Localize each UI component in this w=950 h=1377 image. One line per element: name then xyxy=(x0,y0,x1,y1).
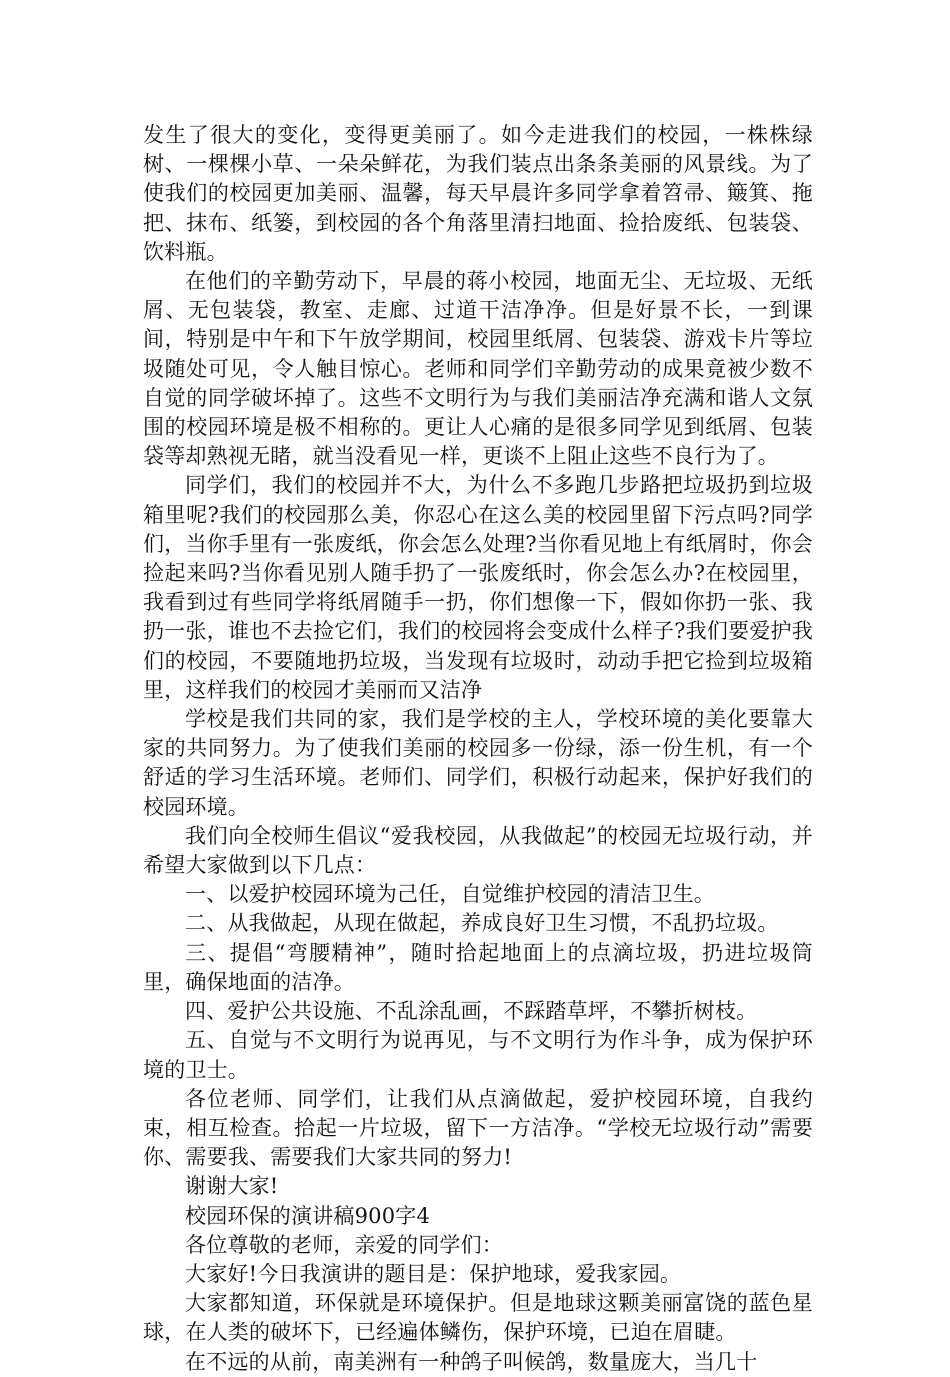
list-item-2: 二、从我做起，从现在做起，养成良好卫生习惯，不乱扔垃圾。 xyxy=(185,911,779,936)
list-item-3: 三、提倡“弯腰精神”，随时拾起地面上的点滴垃圾，扔进垃圾筒里，确保地面的洁净。 xyxy=(143,940,813,994)
paragraph-5: 我们向全校师生倡议“爱我校园，从我做起”的校园无垃圾行动，并希望大家做到以下几点： xyxy=(143,823,813,878)
greeting: 大家好!今日我演讲的题目是：保护地球，爱我家园。 xyxy=(185,1261,682,1286)
paragraph-1: 发生了很大的变化，变得更美丽了。如今走进我们的校园，一株株绿树、一棵棵小草、一朵朵鲜花，为我们装点出条条美丽的风景线。为了使我们的校园更加美丽、温馨，每天早晨许多同学拿着笤帚、簸箕、拖把、抹布、纸篓，到校园的各个角落里清扫地面、捡拾废纸、包装袋、饮料瓶。 xyxy=(143,123,813,264)
closing-thanks: 谢谢大家! xyxy=(185,1174,279,1199)
salutation: 各位尊敬的老师，亲爱的同学们： xyxy=(185,1232,503,1257)
document-body xyxy=(143,121,813,1377)
list-item-5: 五、自觉与不文明行为说再见，与不文明行为作斗争，成为保护环境的卫士。 xyxy=(143,1028,813,1082)
paragraph-3: 同学们，我们的校园并不大，为什么不多跑几步路把垃圾扔到垃圾箱里呢?我们的校园那么美，你忍心在这么美的校园里留下污点吗?同学们，当你手里有一张废纸，你会怎么处理?当你看见地上有纸屑时，你会捡起来吗?当你看见别人随手扔了一张废纸时，你会怎么办?在校园里，我看到过有些同学将纸屑随手一扔，你们想像一下，假如你扔一张、我扔一张，谁也不去捡它们，我们的校园将会变成什么样子?我们要爱护我们的校园，不要随地扔垃圾，当发现有垃圾时，动动手把它捡到垃圾箱里，这样我们的校园才美丽而又洁净 xyxy=(143,473,813,702)
paragraph-7: 大家都知道，环保就是环境保护。但是地球这颗美丽富饶的蓝色星球，在人类的破坏下，已经遍体鳞伤，保护环境，已迫在眉睫。 xyxy=(143,1291,813,1345)
paragraph-4: 学校是我们共同的家，我们是学校的主人，学校环境的美化要靠大家的共同努力。为了使我们美丽的校园多一份绿，添一份生机，有一个舒适的学习生活环境。老师们、同学们，积极行动起来，保护好我们的校园环境。 xyxy=(143,707,813,819)
list-item-1: 一、以爱护校园环境为己任，自觉维护校园的清洁卫生。 xyxy=(185,882,715,907)
section-heading: 校园环保的演讲稿900字4 xyxy=(185,1203,431,1228)
paragraph-8: 在不远的从前，南美洲有一种鸽子叫候鸽，数量庞大，当几十 xyxy=(185,1349,758,1374)
list-item-4: 四、爱护公共设施、不乱涂乱画，不踩踏草坪，不攀折树枝。 xyxy=(185,999,758,1024)
paragraph-2: 在他们的辛勤劳动下，早晨的蒋小校园，地面无尘、无垃圾、无纸屑、无包装袋，教室、走廊、过道干洁净净。但是好景不长，一到课间，特别是中午和下午放学期间，校园里纸屑、包装袋、游戏卡片等垃圾随处可见，令人触目惊心。老师和同学们辛勤劳动的成果竟被少数不自觉的同学破坏掉了。这些不文明行为与我们美丽洁净充满和谐人文氛围的校园环境是极不相称的。更让人心痛的是很多同学见到纸屑、包装袋等却熟视无睹，就当没看见一样，更谈不上阻止这些不良行为了。 xyxy=(143,269,813,469)
paragraph-6: 各位老师、同学们，让我们从点滴做起，爱护校园环境，自我约束，相互检查。拾起一片垃圾，留下一方洁净。“学校无垃圾行动”需要你、需要我、需要我们大家共同的努力! xyxy=(143,1086,813,1170)
